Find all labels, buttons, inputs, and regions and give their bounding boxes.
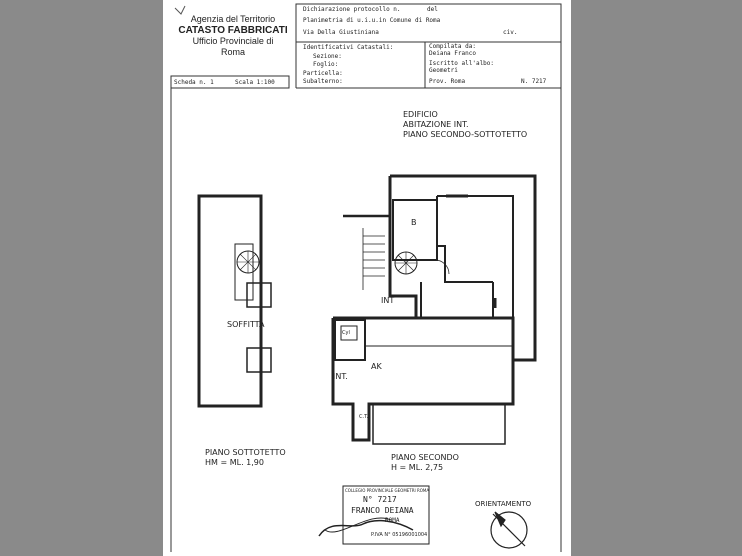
stamp-line5: P.IVA N° 05196001004	[371, 532, 428, 538]
agency-block	[177, 14, 289, 58]
foglio-label: Foglio:	[313, 61, 339, 68]
agency-line4: Roma	[220, 47, 245, 57]
civ-label: civ.	[503, 29, 518, 36]
stamp-line4: ROMA	[385, 517, 400, 524]
abitazione-label: ABITAZIONE INT.	[403, 120, 469, 129]
particella-label: Particella:	[303, 70, 343, 77]
compilata-label: Compilata da:	[429, 43, 476, 50]
agency-line2: CATASTO FABBRICATI	[178, 25, 288, 36]
iscritto-label: Iscritto all'albo:	[429, 60, 495, 67]
room-ak-label: AK	[371, 362, 382, 371]
scheda-label: Scheda n. 1	[174, 79, 214, 86]
room-ct-label: C.T.	[359, 414, 369, 420]
piano-secondo-label: PIANO SECONDO	[391, 453, 459, 462]
piano-secondo-sottotetto-label: PIANO SECONDO-SOTTOTETTO	[403, 130, 528, 139]
cadastral-sheet	[163, 0, 571, 556]
hm-sottotetto-label: HM = ML. 1,90	[205, 458, 264, 467]
sezione-label: Sezione:	[313, 53, 342, 60]
agency-line3: Ufficio Provinciale di	[192, 36, 274, 46]
stamp-line2: N° 7217	[363, 495, 397, 504]
via-label: Via Della Giustiniana	[303, 29, 379, 36]
stamp-line1: COLLEGIO PROVINCIALE GEOMETRI ROMA	[345, 488, 430, 493]
floor-plan-drawing	[163, 0, 571, 556]
room-b-label: B	[411, 218, 417, 227]
planimetria-label: Planimetria di u.i.u.in Comune di Roma	[303, 17, 441, 24]
piano-sottotetto-label: PIANO SOTTOTETTO	[205, 448, 286, 457]
scala-label: Scala 1:100	[235, 79, 275, 86]
identificativi-label: Identificativi Catastali:	[303, 44, 394, 51]
albo-value: Geometri	[429, 67, 458, 74]
edificio-label: EDIFICIO	[403, 110, 438, 119]
room-int-label: INT	[381, 296, 395, 305]
prov-value: Prov. Roma	[429, 78, 466, 85]
h-secondo-label: H = ML. 2,75	[391, 463, 444, 472]
soffitta-label: SOFFITTA	[227, 320, 265, 329]
room-cyl-label: Cyl	[342, 330, 350, 336]
orientamento-label: ORIENTAMENTO	[475, 500, 532, 508]
numero-value: N. 7217	[521, 78, 547, 85]
subalterno-label: Subalterno:	[303, 78, 343, 85]
stamp-line3: FRANCO DEIANA	[351, 506, 414, 515]
del-label: del	[427, 6, 438, 13]
agency-line1: Agenzia del Territorio	[190, 14, 276, 24]
dichiarazione-label: Dichiarazione protocollo n.	[303, 6, 401, 13]
room-int2-label: INT.	[333, 372, 348, 381]
compilatore-value: Deiana Franco	[429, 50, 476, 57]
